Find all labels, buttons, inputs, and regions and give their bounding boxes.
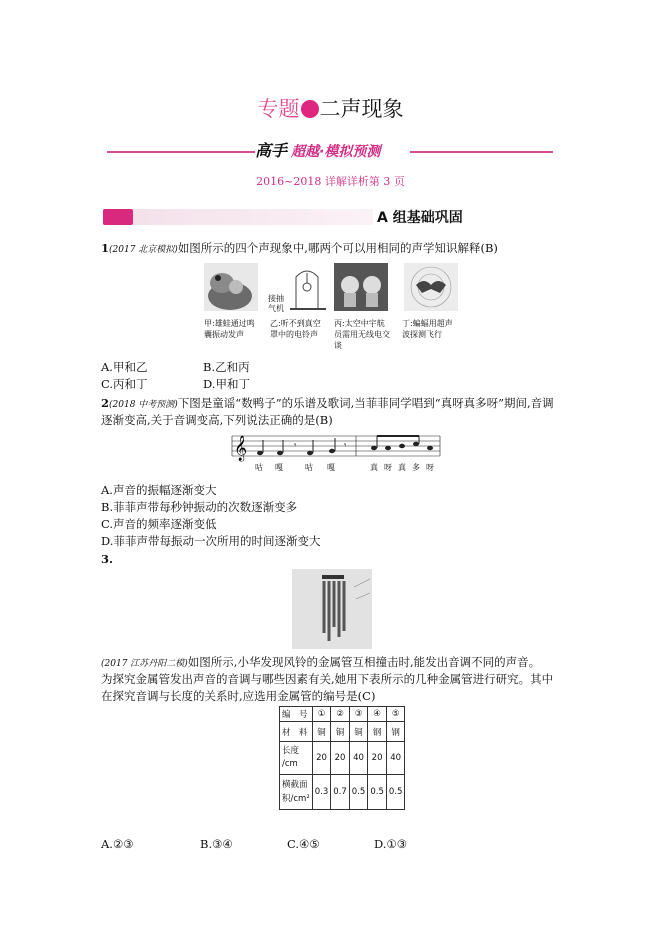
q1-option-d: D.甲和丁 — [203, 377, 250, 391]
lyric-6: 真 — [398, 463, 406, 472]
q2-option-a: A.声音的振幅逐渐变大 — [101, 483, 217, 497]
lyric-2: 咕 — [305, 463, 313, 472]
q3-number: 3. — [101, 552, 114, 566]
metal-tube-table — [279, 706, 405, 810]
table-cell: 20 — [368, 742, 387, 775]
q2-number: 2 — [101, 396, 110, 410]
table-cell: 铜 — [331, 722, 350, 742]
lyric-3: 嘎 — [327, 463, 335, 472]
table-cell: 钢 — [368, 722, 387, 742]
q1-source: (2017 北京模拟) — [109, 245, 178, 255]
caption-yi: 乙:听不到真空罩中的电铃声 — [270, 319, 321, 339]
wind-chime-image — [292, 569, 372, 649]
banner-line-right — [410, 151, 553, 153]
q3-option-c: C.④⑤ — [287, 837, 320, 851]
table-cell: ⑤ — [386, 707, 405, 722]
table-cell: 20 — [331, 742, 350, 775]
table-cell: ④ — [368, 707, 387, 722]
q2-text1: 下图是童谣“数鸭子”的乐谱及歌词,当菲菲同学唱到“真呀真多呀”期间,音调 — [177, 396, 554, 410]
banner-text: 超越·模拟预测 — [291, 144, 381, 160]
q2-source: (2018 中考预测) — [109, 400, 178, 410]
astronauts-image — [334, 263, 388, 311]
table-cell: ② — [331, 707, 350, 722]
caption-jia: 甲:雄蛙通过鸣囊振动发声 — [204, 319, 255, 339]
banner-line-left — [107, 151, 255, 153]
table-cell: 0.5 — [368, 775, 387, 810]
section-bar — [103, 209, 373, 225]
frog-image — [204, 263, 258, 311]
table-cell: ① — [312, 707, 331, 722]
length-label: 长度 — [282, 746, 300, 756]
q1-option-a: A.甲和乙 — [101, 360, 148, 374]
table-cell: 0.3 — [312, 775, 331, 810]
area-label: 横截面 — [282, 780, 308, 790]
q1-text: 如图所示的四个声现象中,哪两个可以用相同的声学知识解释(B) — [177, 241, 498, 255]
q2-option-d: D.菲菲声带每振动一次所用的时间逐渐变大 — [101, 534, 321, 548]
lyric-8: 呀 — [426, 463, 434, 472]
lyric-4: 真 — [370, 463, 378, 472]
q3-stem-line3: 在探究音调与长度的关系时,应选用金属管的编号是(C) — [101, 689, 376, 703]
title-main: 二声现象 — [319, 97, 404, 121]
q3-source: (2017 江苏丹阳二模) — [101, 659, 188, 669]
table-cell: 0.5 — [349, 775, 368, 810]
q2-option-c: C.声音的频率逐渐变低 — [101, 517, 217, 531]
q1-figures — [204, 263, 460, 313]
q2-stem-line2: 逐渐变高,关于音调变高,下列说法正确的是(B) — [101, 413, 333, 427]
area-unit: 积/cm² — [282, 794, 310, 804]
title-prefix: 专题 — [257, 97, 300, 121]
table-cell: 0.5 — [386, 775, 405, 810]
table-cell: 钢 — [386, 722, 405, 742]
q1-number: 1 — [101, 241, 110, 255]
table-header-cell: 编 号 — [280, 707, 313, 722]
q1-stem — [101, 240, 498, 259]
svg-text:𝄾: 𝄾 — [294, 441, 297, 451]
table-cell: 0.7 — [331, 775, 350, 810]
table-header-cell: 材 料 — [280, 722, 313, 742]
table-header-cell — [280, 742, 313, 775]
q2-option-b: B.菲菲声带每秒钟振动的次数逐渐变多 — [101, 500, 298, 514]
table-row — [280, 722, 405, 742]
table-row — [280, 707, 405, 722]
section-tab — [103, 209, 133, 225]
page-ref: 2016~2018 详解详析第 3 页 — [256, 175, 405, 188]
q3-option-b: B.③④ — [200, 837, 233, 851]
bell-jar-image — [290, 271, 326, 309]
table-cell: 铜 — [312, 722, 331, 742]
lyric-5: 呀 — [384, 463, 392, 472]
caption-ding: 丁:蝙蝠用超声波探测飞行 — [402, 319, 453, 339]
q3-option-d: D.①③ — [374, 837, 408, 851]
table-cell: 20 — [312, 742, 331, 775]
lyric-7: 多 — [412, 463, 420, 472]
svg-text:𝄾: 𝄾 — [344, 441, 347, 451]
q3-option-a: A.②③ — [101, 837, 134, 851]
svg-text:气机: 气机 — [268, 304, 284, 313]
table-cell: ③ — [349, 707, 368, 722]
q3-stem-line2: 为探究金属管发出声音的音调与哪些因素有关,她用下表所示的几种金属管进行研究。其中 — [101, 672, 554, 686]
q1-option-b: B.乙和丙 — [203, 360, 250, 374]
length-unit: /cm — [282, 759, 298, 769]
banner — [255, 138, 415, 164]
q1-option-c: C.丙和丁 — [101, 377, 148, 391]
title-dot-icon — [301, 100, 319, 118]
table-cell: 40 — [386, 742, 405, 775]
table-row — [280, 742, 405, 775]
table-cell: 40 — [349, 742, 368, 775]
pump-label: 接抽 — [268, 294, 284, 303]
svg-text:𝄞: 𝄞 — [234, 436, 248, 461]
q3-text1: 如图所示,小华发现风铃的金属管互相撞击时,能发出音调不同的声音。 — [187, 655, 541, 669]
lyric-1: 嘎 — [275, 463, 283, 472]
caption-bing: 丙:太空中宇航员需用无线电交谈 — [334, 319, 390, 350]
bat-image — [404, 263, 458, 311]
section-title: A 组基础巩固 — [377, 210, 463, 226]
lyric-0: 咕 — [255, 463, 263, 472]
page-title — [0, 93, 661, 123]
banner-deco: 高手 — [255, 141, 288, 160]
table-header-cell — [280, 775, 313, 810]
table-row — [280, 775, 405, 810]
table-cell: 铜 — [349, 722, 368, 742]
